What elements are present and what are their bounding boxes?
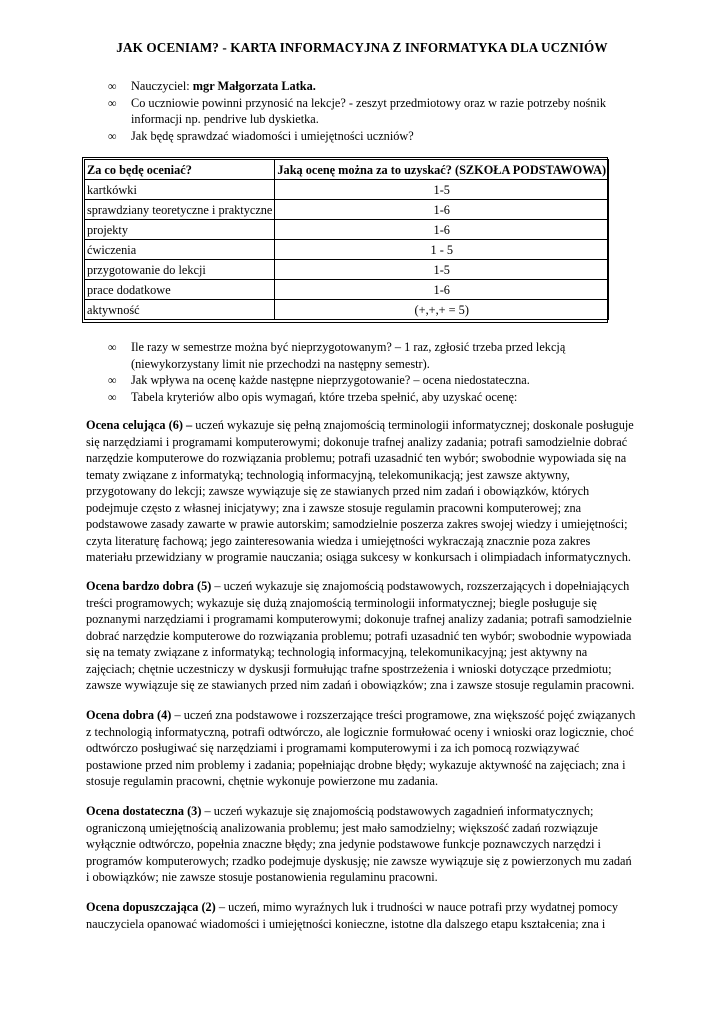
- page-title: JAK OCENIAM? - KARTA INFORMACYJNA Z INFORMATYKA DLA UCZNIÓW: [116, 40, 608, 55]
- grading-table: [84, 159, 609, 320]
- table-header-row: [85, 160, 609, 180]
- table-cell: 1-6: [275, 200, 609, 220]
- infinity-bullet-icon: ∞: [108, 373, 117, 387]
- criteria-grade-5: [86, 578, 638, 694]
- criteria-label: Ocena celująca (6) –: [86, 418, 193, 432]
- table-cell: 1-6: [275, 220, 609, 240]
- criteria-text: – uczeń wykazuje się znajomością podstawowych, rozszerzających i dopełniających treści programowych; wykazuje się dużą znajomością terminologii informatycznej; biegle posługuje się poznanymi narzędziami i programami komputerowymi; dokonuje trafnej analizy zadania; potrafi samodzielnie dobrać narzędzie komputerowe do rozwiązania problemu; potrafi uzasadnić ten wybór; swobodnie wypowiada się na tematy związane z informatyką; technologią informacyjną, telekomunikacyjną; jest aktywny na zajęciach; chętnie uczestniczy w dyskusji formułując trafne spostrzeżenia i wnioski dotyczące przedmiotu; zawsze wywiązuje się ze stawianych przed nim zadań i obowiązków; zna i zawsze stosuje regulamin pracowni.: [86, 579, 635, 692]
- infinity-bullet-icon: ∞: [108, 389, 117, 404]
- intro-bullet-list: [108, 78, 628, 144]
- criteria-grade-4: [86, 707, 638, 790]
- list-item: [108, 128, 628, 145]
- table-cell: aktywność: [85, 300, 275, 320]
- list-item: [108, 372, 628, 389]
- table-cell: przygotowanie do lekcji: [85, 260, 275, 280]
- list-item-text: Ile razy w semestrze można być nieprzygotowanym? – 1 raz, zgłosić trzeba przed lekcją (niewykorzystany limit nie przechodzi na następny semestr).: [131, 340, 566, 371]
- list-item: [108, 78, 628, 95]
- criteria-label: Ocena dostateczna (3): [86, 804, 202, 818]
- table-cell: projekty: [85, 220, 275, 240]
- list-item-text: Co uczniowie powinni przynosić na lekcje? - zeszyt przedmiotowy oraz w razie potrzeby nośnik informacji np. pendrive lub dyskietka.: [131, 95, 606, 126]
- criteria-grade-6: [86, 417, 638, 566]
- table-row: [85, 180, 609, 200]
- criteria-grade-3: [86, 803, 638, 886]
- criteria-text: – uczeń wykazuje się znajomością podstawowych zagadnień informatycznych; ograniczoną umiejętnością analizowania problemu; jest mało samodzielny; większość zadań rozwiązuje wyłącznie odtwórczo, popełnia znaczne błędy; zna jedynie podstawowe funkcje poznawczych narzędzi i programów komputerowych; rzadko podejmuje dyskusję; nie zawsze wywiązuje się z powierzonych mu zadań i obowiązków; nie zawsze stosuje postanowienia regulaminu pracowni.: [86, 804, 632, 884]
- infinity-bullet-icon: ∞: [108, 340, 117, 354]
- list-item: [108, 389, 628, 406]
- table-header-cell: Jaką ocenę można za to uzyskać? (SZKOŁA PODSTAWOWA): [275, 160, 609, 180]
- table-cell: prace dodatkowe: [85, 280, 275, 300]
- criteria-label: Ocena bardzo dobra (5): [86, 579, 212, 593]
- table-row: [85, 200, 609, 220]
- criteria-grade-2: [86, 899, 638, 932]
- table-cell: 1 - 5: [275, 240, 609, 260]
- criteria-text: uczeń wykazuje się pełną znajomością terminologii informatycznej; doskonale posługuje się narzędziami i programami komputerowymi; dokonuje trafnej analizy zadania; potrafi samodzielnie dobrać narzędzie komputerowe do rozwiązania problemu; potrafi uzasadnić ten wybór; swobodnie wypowiada się na tematy związane z informatyką; technologią informacyjną, telekomunikacją; jest zawsze aktywny, przygotowany do lekcji; zawsze wywiązuje się ze stawianych przed nim zadań i obowiązków, których podejmuje często z własnej inicjatywy; zna i zawsze stosuje regulamin pracowni komputerowej; zna podstawowe zasady zawarte w prawie autorskim; samodzielnie poszerza zakres swojej wiedzy i umiejętności; czyta literaturę fachową; jego zainteresowania wiedza i umiejętności wykraczają znacznie poza zakres materiału przewidziany w programie nauczania; osiąga sukcesy w konkursach i olimpiadach informatycznych.: [86, 418, 634, 564]
- infinity-bullet-icon: ∞: [108, 128, 117, 143]
- table-cell: (+,+,+ = 5): [275, 300, 609, 320]
- table-row: [85, 280, 609, 300]
- criteria-label: Ocena dopuszczająca (2): [86, 900, 216, 914]
- teacher-name: mgr Małgorzata Latka.: [192, 79, 316, 93]
- list-item-text: Jak będę sprawdzać wiadomości i umiejętności uczniów?: [131, 128, 414, 143]
- table-row: [85, 240, 609, 260]
- criteria-text: – uczeń zna podstawowe i rozszerzające treści programowe, zna większość pojęć związanych z technologią informatyczną, potrafi odtwórczo, ale logicznie formułować oceny i wnioski oraz logicznie, choć odtwórczo posługiwać się narzędziami i programami komputerowymi i za ich pomocą rozwiązywać postawione przed nim problemy i zadania; popełniając drobne błędy; wykazuje aktywność na zajęciach; zna i stosuje regulamin pracowni, chętnie wykonuje powierzone mu zadania.: [86, 708, 636, 788]
- list-item: [108, 95, 628, 128]
- infinity-bullet-icon: ∞: [108, 95, 117, 110]
- table-cell: 1-5: [275, 180, 609, 200]
- table-cell: kartkówki: [85, 180, 275, 200]
- list-item-text: Jak wpływa na ocenę każde następne nieprzygotowanie? – ocena niedostateczna.: [131, 373, 530, 387]
- infinity-bullet-icon: ∞: [108, 79, 117, 93]
- table-cell: 1-5: [275, 260, 609, 280]
- table-row: [85, 260, 609, 280]
- list-item-text: Tabela kryteriów albo opis wymagań, które trzeba spełnić, aby uzyskać ocenę:: [131, 389, 518, 404]
- table-header-cell: Za co będę oceniać?: [85, 160, 275, 180]
- table-row: [85, 300, 609, 320]
- table-cell: sprawdziany teoretyczne i praktyczne: [85, 200, 275, 220]
- criteria-text: – uczeń, mimo wyraźnych luk i trudności w nauce potrafi przy wydatnej pomocy nauczyciela opanować wiadomości i umiejętności konieczne, istotne dla dalszego etapu kształcenia; zna i: [86, 900, 619, 931]
- table-cell: 1-6: [275, 280, 609, 300]
- table-row: [85, 220, 609, 240]
- table-cell: ćwiczenia: [85, 240, 275, 260]
- criteria-label: Ocena dobra (4): [86, 708, 172, 722]
- list-item: [108, 339, 628, 372]
- rules-bullet-list: [108, 339, 628, 405]
- teacher-label: Nauczyciel:: [131, 79, 193, 93]
